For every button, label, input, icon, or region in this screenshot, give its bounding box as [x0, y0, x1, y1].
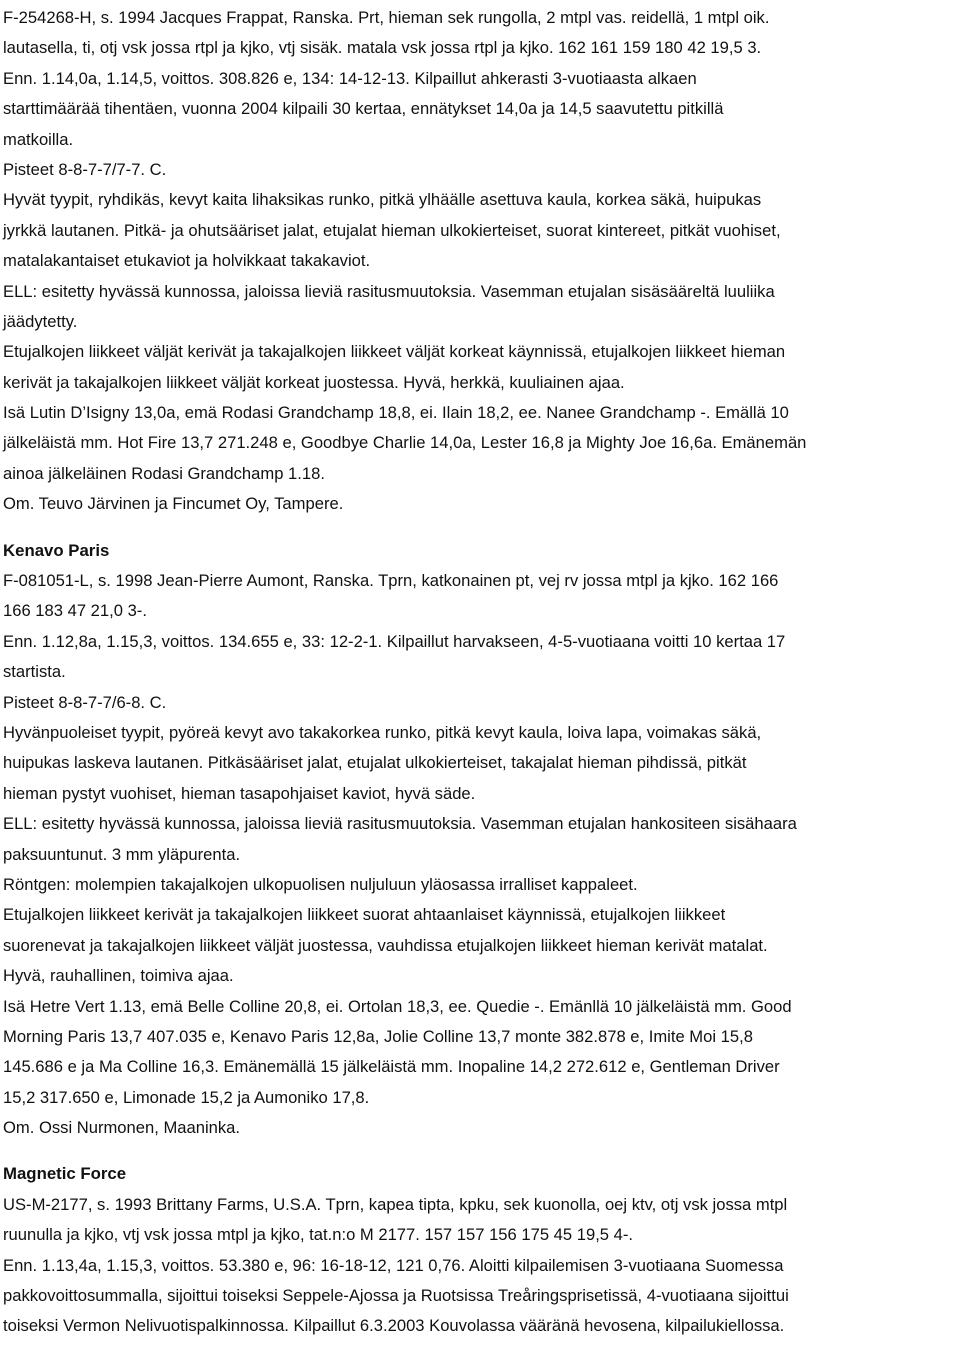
section-gap [3, 520, 960, 536]
horse-entry-1 [3, 3, 960, 520]
entry-text-line: jäädytetty. [3, 311, 78, 331]
entry-text-line: US-M-2177, s. 1993 Brittany Farms, U.S.A. Tprn, kapea tipta, kpku, sek kuonolla, oej ktv, otj vsk jossa mtpl [3, 1194, 788, 1214]
entry-text-line: ruunulla ja kjko, vtj vsk jossa mtpl ja kjko, tat.n:o M 2177. 157 157 156 175 45 19,5 4-. [3, 1225, 634, 1245]
entry-text-line: Etujalkojen liikkeet väljät kerivät ja takajalkojen liikkeet väljät korkeat käynnissä, etujalkojen liikkeet hieman [3, 342, 786, 362]
entry-text-line: Enn. 1.14,0a, 1.14,5, voittos. 308.826 e, 134: 14-12-13. Kilpaillut ahkerasti 3-vuotiaasta alkaen [3, 68, 697, 88]
entry-text-line: suorenevat ja takajalkojen liikkeet väljät juostessa, vauhdissa etujalkojen liikkeet hieman kerivät matalat. [3, 935, 768, 955]
entry-text-line: starttimäärää tihentäen, vuonna 2004 kilpaili 30 kertaa, ennätykset 14,0a ja 14,5 saavutettu pitkillä [3, 99, 724, 119]
entry-text-line: toiseksi Vermon Nelivuotispalkinnossa. Kilpaillut 6.3.2003 Kouvolassa vääränä hevosena, kilpailukiellossa. [3, 1316, 785, 1336]
entry-text-line: matalakantaiset etukaviot ja holvikkaat takakaviot. [3, 251, 371, 271]
entry-text-line: Etujalkojen liikkeet kerivät ja takajalkojen liikkeet suorat ahtaanlaiset käynnissä, etujalkojen liikkeet [3, 905, 726, 925]
entry-text-line: Pisteet 8-8-7-7/6-8. C. [3, 692, 167, 712]
entry-text-line: 166 183 47 21,0 3-. [3, 601, 147, 621]
horse-name-heading: Kenavo Paris [3, 540, 110, 560]
entry-text-line: Pisteet 8-8-7-7/7-7. C. [3, 159, 167, 179]
entry-text-line: ainoa jälkeläinen Rodasi Grandchamp 1.18. [3, 463, 325, 483]
section-gap [3, 1143, 960, 1159]
entry-text-line: Hyvä, rauhallinen, toimiva ajaa. [3, 966, 234, 986]
entry-text-line: Om. Ossi Nurmonen, Maaninka. [3, 1118, 241, 1138]
entry-text-line: 145.686 e ja Ma Colline 16,3. Emänemällä 15 jälkeläistä mm. Inopaline 14,2 272.612 e, Gentleman Driver [3, 1057, 780, 1077]
entry-text-line: startista. [3, 662, 66, 682]
entry-text-line: jyrkkä lautanen. Pitkä- ja ohutsääriset jalat, etujalat hieman ulkokierteiset, suorat kintereet, pitkät vuohiset, [3, 220, 781, 240]
horse-name-heading: Magnetic Force [3, 1164, 127, 1184]
entry-text-line: Morning Paris 13,7 407.035 e, Kenavo Paris 12,8a, Jolie Colline 13,7 monte 382.878 e, Imite Moi 15,8 [3, 1026, 753, 1046]
entry-text-line: Isä Lutin D’Isigny 13,0a, emä Rodasi Grandchamp 18,8, ei. Ilain 18,2, ee. Nanee Grandchamp -. Emällä 10 [3, 403, 789, 423]
entry-text-line: matkoilla. [3, 129, 74, 149]
entry-text-line: Isä Hetre Vert 1.13, emä Belle Colline 20,8, ei. Ortolan 18,3, ee. Quedie -. Emänllä 10 jälkeläistä mm. Good [3, 996, 792, 1016]
horse-entry-magnetic-force [3, 1159, 960, 1341]
horse-entry-kenavo-paris [3, 536, 960, 1144]
entry-text-line: F-081051-L, s. 1998 Jean-Pierre Aumont, Ranska. Tprn, katkonainen pt, vej rv jossa mtpl ja kjko. 162 166 [3, 571, 779, 591]
entry-text-line: Hyvänpuoleiset tyypit, pyöreä kevyt avo takakorkea runko, pitkä kevyt kaula, loiva lapa, voimakas säkä, [3, 722, 762, 742]
entry-text-line: F-254268-H, s. 1994 Jacques Frappat, Ranska. Prt, hieman sek rungolla, 2 mtpl vas. reidellä, 1 mtpl oik. [3, 8, 770, 27]
entry-text-line: paksuuntunut. 3 mm yläpurenta. [3, 844, 241, 864]
entry-text-line: Röntgen: molempien takajalkojen ulkopuolisen nuljuluun yläosassa irralliset kappaleet. [3, 874, 638, 894]
entry-text-line: ELL: esitetty hyvässä kunnossa, jaloissa lieviä rasitusmuutoksia. Vasemman etujalan sisäsääreltä luuliika [3, 281, 775, 301]
entry-text-line: hieman pystyt vuohiset, hieman tasapohjaiset kaviot, hyvä säde. [3, 783, 476, 803]
entry-text-line: Enn. 1.13,4a, 1.15,3, voittos. 53.380 e, 96: 16-18-12, 121 0,76. Aloitti kilpailemisen 3-vuotiaana Suomessa [3, 1255, 784, 1275]
entry-text-line: Enn. 1.12,8a, 1.15,3, voittos. 134.655 e, 33: 12-2-1. Kilpaillut harvakseen, 4-5-vuotiaana voitti 10 kertaa 17 [3, 631, 786, 651]
entry-text-line: lautasella, ti, otj vsk jossa rtpl ja kjko, vtj sisäk. matala vsk jossa rtpl ja kjko. 162 161 159 180 42 19,5 3. [3, 38, 762, 58]
entry-text-line: jälkeläistä mm. Hot Fire 13,7 271.248 e, Goodbye Charlie 14,0a, Lester 16,8 ja Mighty Joe 16,6a. Emänemän [3, 433, 807, 453]
entry-text-line: ELL: esitetty hyvässä kunnossa, jaloissa lieviä rasitusmuutoksia. Vasemman etujalan hankositeen sisähaara [3, 814, 797, 834]
entry-text-line: huipukas laskeva lautanen. Pitkäsääriset jalat, etujalat ulkokierteiset, takajalat hieman pihdissä, pitkät [3, 753, 747, 773]
entry-text-line: Hyvät tyypit, ryhdikäs, kevyt kaita lihaksikas runko, pitkä ylhäälle asettuva kaula, korkea säkä, huipukas [3, 190, 762, 210]
entry-text-line: pakkovoittosummalla, sijoittui toiseksi Seppele-Ajossa ja Ruotsissa Treåringsprisetissä, 4-vuotiaana sijoittui [3, 1286, 789, 1306]
entry-text-line: kerivät ja takajalkojen liikkeet väljät korkeat juostessa. Hyvä, herkkä, kuuliainen ajaa. [3, 372, 625, 392]
entry-text-line: 15,2 317.650 e, Limonade 15,2 ja Aumoniko 17,8. [3, 1087, 370, 1107]
entry-text-line: Om. Teuvo Järvinen ja Fincumet Oy, Tampere. [3, 494, 344, 514]
